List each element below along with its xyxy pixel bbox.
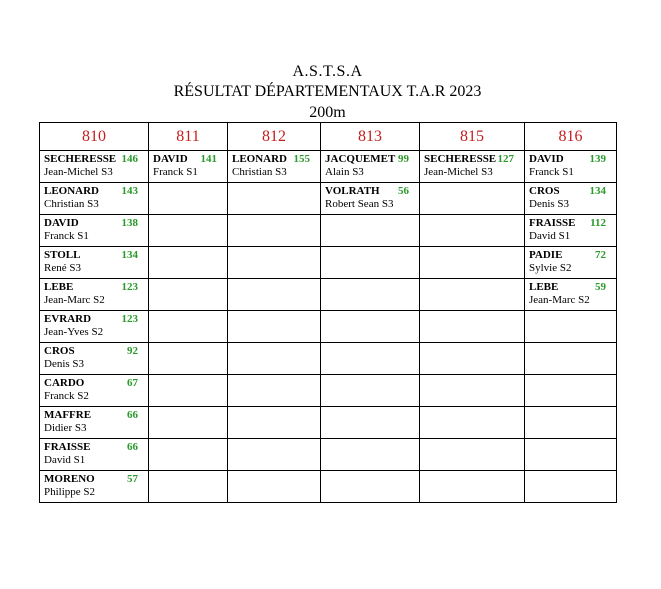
shooter-score: 155	[293, 153, 310, 165]
result-cell	[321, 183, 420, 215]
table-row	[40, 183, 617, 215]
shooter-name: MAFFRE	[44, 409, 92, 421]
result-cell	[149, 183, 228, 215]
shooter-detail: David S1	[529, 230, 571, 242]
shooter-detail: Didier S3	[44, 422, 87, 434]
shooter-name: CROS	[529, 185, 560, 197]
result-cell	[40, 375, 149, 407]
result-cell	[149, 439, 228, 471]
shooter-detail: Jean-Michel S3	[44, 166, 113, 178]
shooter-name: PADIE	[529, 249, 563, 261]
shooter-line	[153, 153, 227, 166]
shooter-name: DAVID	[153, 153, 188, 165]
shooter-score: 66	[127, 441, 138, 453]
shooter-name: JACQUEMET	[325, 153, 396, 165]
shooter-line	[232, 153, 320, 166]
table-row	[40, 343, 617, 375]
shooter-line	[44, 441, 148, 454]
shooter-name: FRAISSE	[529, 217, 576, 229]
result-cell	[228, 215, 321, 247]
result-cell	[321, 279, 420, 311]
shooter-detail: Franck S2	[44, 390, 89, 402]
shooter-line	[325, 153, 419, 166]
column-header: 813	[321, 123, 420, 151]
result-cell	[420, 407, 525, 439]
result-cell	[40, 311, 149, 343]
shooter-entry	[321, 151, 419, 179]
shooter-name: FRAISSE	[44, 441, 91, 453]
shooter-name: EVRARD	[44, 313, 92, 325]
shooter-line	[44, 345, 148, 358]
table-row	[40, 439, 617, 471]
column-header: 816	[525, 123, 617, 151]
result-cell	[525, 247, 617, 279]
result-cell	[420, 247, 525, 279]
shooter-entry	[321, 183, 419, 211]
result-cell	[420, 343, 525, 375]
page-title: RÉSULTAT DÉPARTEMENTAUX T.A.R 2023	[173, 83, 482, 100]
shooter-entry	[525, 151, 616, 179]
result-cell	[228, 439, 321, 471]
shooter-line	[529, 281, 616, 294]
shooter-detail: Denis S3	[44, 358, 85, 370]
shooter-line	[44, 473, 148, 486]
shooter-entry	[149, 151, 227, 179]
shooter-line	[529, 249, 616, 262]
result-cell	[149, 151, 228, 183]
shooter-entry	[525, 215, 616, 243]
shooter-name: STOLL	[44, 249, 81, 261]
table-row	[40, 215, 617, 247]
shooter-name: LEONARD	[232, 153, 288, 165]
shooter-score: 72	[595, 249, 606, 261]
shooter-score: 67	[127, 377, 138, 389]
result-cell	[40, 215, 149, 247]
shooter-name: LEBE	[529, 281, 559, 293]
result-cell	[321, 247, 420, 279]
shooter-entry	[525, 183, 616, 211]
result-cell	[228, 343, 321, 375]
result-cell	[525, 279, 617, 311]
distance-subtitle: 200m	[309, 104, 346, 121]
shooter-name: MORENO	[44, 473, 95, 485]
shooter-name: CROS	[44, 345, 75, 357]
shooter-line	[44, 217, 148, 230]
shooter-detail: Denis S3	[529, 198, 570, 210]
result-cell	[321, 343, 420, 375]
shooter-entry	[40, 343, 148, 371]
result-cell	[40, 343, 149, 375]
result-cell	[525, 343, 617, 375]
shooter-detail: Jean-Yves S2	[44, 326, 104, 338]
result-cell	[525, 183, 617, 215]
shooter-line	[44, 377, 148, 390]
shooter-name: SECHERESSE	[424, 153, 497, 165]
shooter-detail: Franck S1	[44, 230, 89, 242]
results-table	[39, 122, 617, 503]
shooter-score: 57	[127, 473, 138, 485]
result-cell	[228, 407, 321, 439]
shooter-name: CARDO	[44, 377, 85, 389]
shooter-score: 141	[200, 153, 217, 165]
shooter-line	[44, 153, 148, 166]
column-header: 811	[149, 123, 228, 151]
result-cell	[40, 407, 149, 439]
shooter-entry	[525, 279, 616, 307]
result-cell	[321, 375, 420, 407]
table-row	[40, 247, 617, 279]
shooter-line	[529, 217, 616, 230]
shooter-entry	[40, 471, 148, 499]
column-header: 810	[40, 123, 149, 151]
result-cell	[321, 407, 420, 439]
shooter-detail: Sylvie S2	[529, 262, 572, 274]
shooter-detail: David S1	[44, 454, 86, 466]
result-cell	[228, 183, 321, 215]
result-cell	[420, 183, 525, 215]
table-row	[40, 471, 617, 503]
column-header: 815	[420, 123, 525, 151]
shooter-score: 134	[121, 249, 138, 261]
shooter-line	[44, 313, 148, 326]
shooter-detail: Philippe S2	[44, 486, 96, 498]
shooter-detail: René S3	[44, 262, 81, 274]
shooter-line	[44, 281, 148, 294]
shooter-score: 92	[127, 345, 138, 357]
result-cell	[40, 279, 149, 311]
shooter-line	[529, 185, 616, 198]
result-cell	[525, 215, 617, 247]
shooter-entry	[525, 247, 616, 275]
header-row	[40, 123, 617, 151]
table-row	[40, 311, 617, 343]
result-cell	[40, 439, 149, 471]
shooter-name: DAVID	[529, 153, 564, 165]
result-cell	[525, 151, 617, 183]
shooter-score: 134	[589, 185, 606, 197]
result-cell	[321, 471, 420, 503]
shooter-line	[325, 185, 419, 198]
table-row	[40, 279, 617, 311]
result-cell	[40, 247, 149, 279]
shooter-score: 138	[121, 217, 138, 229]
result-cell	[228, 151, 321, 183]
shooter-name: LEONARD	[44, 185, 100, 197]
result-cell	[40, 183, 149, 215]
shooter-entry	[40, 151, 148, 179]
shooter-score: 99	[398, 153, 409, 165]
result-cell	[149, 311, 228, 343]
shooter-entry	[40, 279, 148, 307]
shooter-detail: Robert Sean S3	[325, 198, 394, 210]
shooter-entry	[40, 375, 148, 403]
shooter-detail: Alain S3	[325, 166, 364, 178]
shooter-entry	[40, 439, 148, 467]
result-cell	[420, 471, 525, 503]
shooter-entry	[40, 215, 148, 243]
result-cell	[149, 407, 228, 439]
shooter-score: 127	[497, 153, 514, 165]
shooter-entry	[40, 183, 148, 211]
shooter-score: 123	[121, 313, 138, 325]
result-cell	[525, 439, 617, 471]
table-row	[40, 151, 617, 183]
result-cell	[149, 215, 228, 247]
result-cell	[525, 471, 617, 503]
shooter-name: DAVID	[44, 217, 79, 229]
shooter-entry	[40, 311, 148, 339]
result-cell	[228, 311, 321, 343]
shooter-score: 56	[398, 185, 409, 197]
shooter-entry	[228, 151, 320, 179]
result-cell	[149, 343, 228, 375]
shooter-detail: Franck S1	[153, 166, 198, 178]
result-cell	[40, 471, 149, 503]
shooter-entry	[40, 407, 148, 435]
shooter-line	[44, 185, 148, 198]
shooter-score: 123	[121, 281, 138, 293]
result-cell	[149, 375, 228, 407]
result-cell	[228, 471, 321, 503]
result-cell	[40, 151, 149, 183]
result-cell	[420, 311, 525, 343]
result-cell	[228, 279, 321, 311]
result-cell	[525, 407, 617, 439]
table-row	[40, 407, 617, 439]
shooter-score: 143	[121, 185, 138, 197]
result-cell	[228, 375, 321, 407]
result-cell	[420, 439, 525, 471]
shooter-detail: Jean-Marc S2	[529, 294, 590, 306]
shooter-name: VOLRATH	[325, 185, 380, 197]
shooter-line	[44, 249, 148, 262]
shooter-detail: Christian S3	[232, 166, 287, 178]
results-body	[40, 151, 617, 503]
column-header: 812	[228, 123, 321, 151]
shooter-name: SECHERESSE	[44, 153, 117, 165]
shooter-line	[424, 153, 524, 166]
result-cell	[420, 279, 525, 311]
org-title: A.S.T.S.A	[292, 63, 363, 80]
result-cell	[525, 311, 617, 343]
shooter-score: 59	[595, 281, 606, 293]
result-cell	[420, 375, 525, 407]
table-row	[40, 375, 617, 407]
shooter-detail: Christian S3	[44, 198, 99, 210]
shooter-score: 112	[590, 217, 606, 229]
result-cell	[149, 279, 228, 311]
shooter-entry	[420, 151, 524, 179]
shooter-score: 146	[121, 153, 138, 165]
shooter-detail: Jean-Michel S3	[424, 166, 493, 178]
result-cell	[420, 151, 525, 183]
shooter-score: 139	[589, 153, 606, 165]
result-cell	[321, 215, 420, 247]
result-cell	[228, 247, 321, 279]
shooter-line	[44, 409, 148, 422]
shooter-detail: Franck S1	[529, 166, 574, 178]
result-cell	[420, 215, 525, 247]
shooter-score: 66	[127, 409, 138, 421]
result-cell	[525, 375, 617, 407]
result-cell	[149, 247, 228, 279]
shooter-entry	[40, 247, 148, 275]
result-cell	[149, 471, 228, 503]
shooter-line	[529, 153, 616, 166]
shooter-detail: Jean-Marc S2	[44, 294, 105, 306]
result-cell	[321, 311, 420, 343]
result-cell	[321, 439, 420, 471]
shooter-name: LEBE	[44, 281, 74, 293]
result-cell	[321, 151, 420, 183]
